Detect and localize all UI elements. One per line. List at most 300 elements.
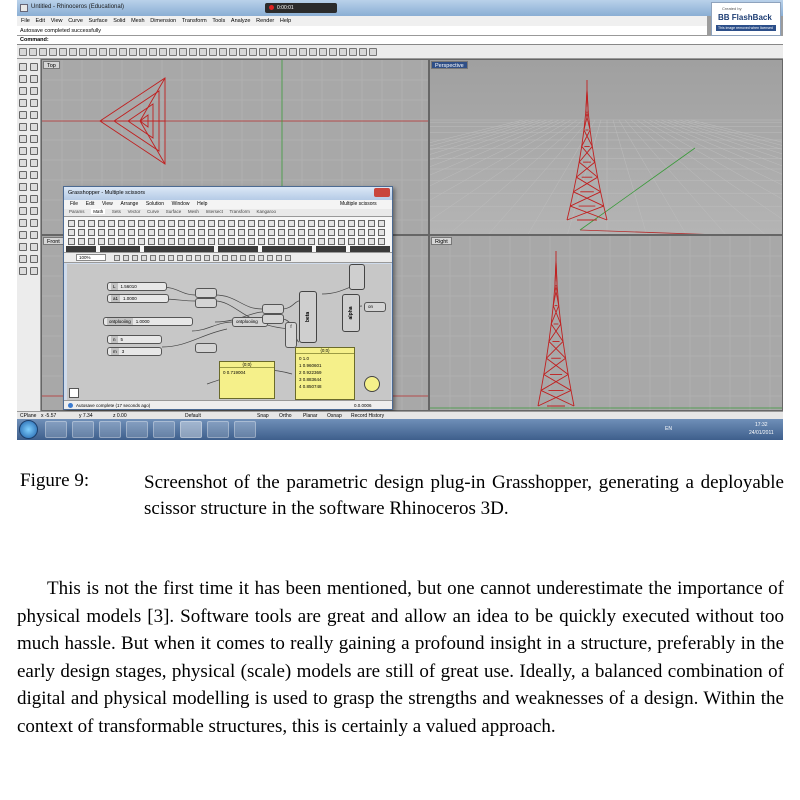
toolbar-tool-icon[interactable] [49,48,57,56]
ribbon-component-icon[interactable] [338,238,345,245]
grasshopper-tab-strip [64,209,393,217]
tab-math[interactable]: Math [93,209,104,214]
gh-menu-help[interactable]: Help [197,201,208,207]
slider-m[interactable] [107,347,162,356]
ribbon-component-icon[interactable] [368,238,375,245]
ribbon-component-icon[interactable] [258,238,265,245]
canvas-tool-icon[interactable] [186,255,192,261]
ribbon-component-icon[interactable] [68,238,75,245]
ribbon-component-icon[interactable] [298,229,305,236]
menu-render[interactable]: Render [256,18,275,24]
ribbon-component-icon[interactable] [148,220,155,227]
gh-menu-view[interactable]: View [102,201,113,207]
toolbar-tool-icon[interactable] [319,48,327,56]
toolbar-tool-icon[interactable] [369,48,377,56]
ribbon-component-icon[interactable] [178,238,185,245]
grasshopper-menu-bar [64,200,393,209]
ribbon-component-icon[interactable] [318,229,325,236]
toolbar-tool-icon[interactable] [109,48,117,56]
gh-component-top[interactable] [349,264,365,290]
side-tool-icon[interactable] [19,147,27,155]
slider-L[interactable] [107,282,167,291]
ribbon-component-icon[interactable] [78,220,85,227]
ribbon-component-icon[interactable] [278,220,285,227]
side-tool-icon[interactable] [30,63,38,71]
ribbon-component-icon[interactable] [278,238,285,245]
gh-node-f-label: f [290,324,292,329]
ribbon-component-icon[interactable] [308,229,315,236]
tray-language[interactable]: EN [665,426,672,432]
ribbon-component-icon[interactable] [278,229,285,236]
canvas-tool-icon[interactable] [114,255,120,261]
ribbon-component-icon[interactable] [148,238,155,245]
ribbon-component-icon[interactable] [238,220,245,227]
toolbar-tool-icon[interactable] [179,48,187,56]
toolbar-tool-icon[interactable] [349,48,357,56]
ribbon-component-icon[interactable] [298,238,305,245]
viewport-top-label[interactable]: Top [43,61,60,69]
canvas-tool-icon[interactable] [150,255,156,261]
ribbon-component-icon[interactable] [378,220,385,227]
tower-member [570,206,607,220]
ribbon-component-icon[interactable] [98,238,105,245]
ribbon-component-icon[interactable] [138,229,145,236]
toolbar-tool-icon[interactable] [39,48,47,56]
tab-surface[interactable]: Surface [165,209,182,214]
gh-node-2[interactable] [195,298,217,308]
ribbon-component-icon[interactable] [358,238,365,245]
canvas-tool-icon[interactable] [276,255,282,261]
ribbon-component-icon[interactable] [368,220,375,227]
toolbar-tool-icon[interactable] [19,48,27,56]
ribbon-component-icon[interactable] [208,238,215,245]
canvas-tool-icon[interactable] [123,255,129,261]
tray-date[interactable]: 24/01/2011 [749,430,774,436]
ribbon-component-icon[interactable] [108,220,115,227]
side-tool-icon[interactable] [30,75,38,83]
canvas-tool-icon[interactable] [177,255,183,261]
side-tool-icon[interactable] [19,171,27,179]
recorder-time: 0:00:01 [277,5,294,11]
ribbon-component-icon[interactable] [198,220,205,227]
viewport-perspective[interactable] [429,59,783,235]
canvas-tool-icon[interactable] [168,255,174,261]
side-tool-icon[interactable] [30,87,38,95]
ribbon-component-icon[interactable] [378,238,385,245]
ribbon-component-icon[interactable] [288,238,295,245]
canvas-tool-icon[interactable] [258,255,264,261]
canvas-tool-icon[interactable] [240,255,246,261]
ribbon-component-icon[interactable] [298,220,305,227]
ribbon-component-icon[interactable] [188,229,195,236]
gh-node-on[interactable] [364,302,386,312]
menu-mesh[interactable]: Mesh [131,18,145,24]
rhino-command-line[interactable] [17,36,783,45]
tower-member [576,177,600,192]
ribbon-component-icon[interactable] [208,220,215,227]
ribbon-component-icon[interactable] [258,220,265,227]
canvas-tool-icon[interactable] [231,255,237,261]
panel-large[interactable] [295,347,355,400]
toolbar-tool-icon[interactable] [269,48,277,56]
toolbar-tool-icon[interactable] [189,48,197,56]
ribbon-component-icon[interactable] [168,220,175,227]
ribbon-component-icon[interactable] [68,229,75,236]
gh-menu-window[interactable]: Window [171,201,190,207]
canvas-tool-icon[interactable] [267,255,273,261]
tray-time[interactable]: 17:32 [755,422,768,428]
ribbon-component-icon[interactable] [308,220,315,227]
side-tool-icon[interactable] [19,99,27,107]
tab-mesh[interactable]: Mesh [187,209,199,214]
slider-ontplooiing[interactable] [103,317,193,326]
gh-node-f[interactable] [285,322,297,348]
ribbon-component-icon[interactable] [248,238,255,245]
side-tool-icon[interactable] [30,183,38,191]
ribbon-component-icon[interactable] [318,220,325,227]
side-tool-icon[interactable] [30,267,38,275]
side-tool-icon[interactable] [19,231,27,239]
gh-menu-file[interactable]: File [70,201,79,207]
slider-n[interactable] [107,335,162,344]
ribbon-component-icon[interactable] [118,238,125,245]
ribbon-component-icon[interactable] [128,238,135,245]
toolbar-tool-icon[interactable] [209,48,217,56]
toolbar-tool-icon[interactable] [299,48,307,56]
side-tool-icon[interactable] [19,267,27,275]
toolbar-tool-icon[interactable] [139,48,147,56]
tab-params[interactable]: Params [69,209,85,214]
ribbon-component-icon[interactable] [168,229,175,236]
ribbon-component-icon[interactable] [258,229,265,236]
viewport-right[interactable] [429,235,783,411]
canvas-tool-icon[interactable] [213,255,219,261]
toggle-snap[interactable]: Snap [257,413,269,419]
toggle-osnap[interactable]: Osnap [327,413,342,419]
toolbar-tool-icon[interactable] [89,48,97,56]
toolbar-tool-icon[interactable] [309,48,317,56]
ribbon-component-icon[interactable] [358,229,365,236]
ribbon-component-icon[interactable] [158,238,165,245]
ribbon-component-icon[interactable] [98,220,105,227]
gh-menu-arrange[interactable]: Arrange [120,201,139,207]
side-tool-icon[interactable] [30,135,38,143]
taskbar-rhino-icon[interactable] [180,421,202,438]
side-tool-icon[interactable] [30,255,38,263]
toolbar-tool-icon[interactable] [279,48,287,56]
toolbar-tool-icon[interactable] [159,48,167,56]
grasshopper-window[interactable] [63,186,393,410]
menu-help[interactable]: Help [279,18,292,24]
ribbon-component-icon[interactable] [378,229,385,236]
gh-component-alpha[interactable] [342,294,360,332]
ribbon-component-icon[interactable] [228,220,235,227]
tab-sets[interactable]: Sets [111,209,121,214]
gh-component-beta[interactable] [299,291,317,343]
toolbar-tool-icon[interactable] [59,48,67,56]
menu-analyze[interactable]: Analyze [230,18,251,24]
side-tool-icon[interactable] [19,111,27,119]
gh-menu-solution[interactable]: Solution [145,201,164,207]
ribbon-component-icon[interactable] [288,229,295,236]
toolbar-tool-icon[interactable] [119,48,127,56]
ribbon-component-icon[interactable] [78,229,85,236]
ribbon-component-icon[interactable] [138,220,145,227]
ribbon-component-icon[interactable] [128,229,135,236]
canvas-tool-icon[interactable] [132,255,138,261]
status-layer[interactable]: Default [185,413,201,419]
tab-vector[interactable]: Vector [127,209,141,214]
ribbon-component-icon[interactable] [238,238,245,245]
toggle-ortho[interactable]: Ortho [279,413,292,419]
tower-member [541,375,544,391]
ribbon-component-icon[interactable] [228,238,235,245]
ribbon-component-icon[interactable] [348,229,355,236]
side-tool-icon[interactable] [30,99,38,107]
ribbon-component-icon[interactable] [88,229,95,236]
ribbon-component-icon[interactable] [228,229,235,236]
ribbon-component-icon[interactable] [328,220,335,227]
side-tool-icon[interactable] [19,183,27,191]
ribbon-component-icon[interactable] [198,229,205,236]
ribbon-component-icon[interactable] [158,229,165,236]
ribbon-component-icon[interactable] [118,220,125,227]
grasshopper-canvas[interactable] [67,264,391,400]
ribbon-component-icon[interactable] [138,238,145,245]
menu-view[interactable]: View [50,18,63,24]
toolbar-tool-icon[interactable] [79,48,87,56]
menu-tools[interactable]: Tools [212,18,226,24]
ribbon-component-icon[interactable] [188,238,195,245]
canvas-tool-icon[interactable] [249,255,255,261]
side-tool-icon[interactable] [19,159,27,167]
rhino-menu-bar [17,16,707,26]
ribbon-component-icon[interactable] [78,238,85,245]
toolbar-tool-icon[interactable] [69,48,77,56]
taskbar-dropbox-icon[interactable] [99,421,121,438]
viewport-front-label[interactable]: Front [43,237,64,245]
gh-node-3[interactable] [195,343,217,353]
side-tool-icon[interactable] [19,207,27,215]
toolbar-tool-icon[interactable] [149,48,157,56]
side-tool-icon[interactable] [19,219,27,227]
gh-node-on-label: on [368,304,374,309]
gh-menu-edit[interactable]: Edit [85,201,95,207]
zoom-field[interactable]: 100% [76,254,106,261]
ribbon-component-icon[interactable] [88,220,95,227]
canvas-tool-icon[interactable] [222,255,228,261]
ribbon-component-icon[interactable] [238,229,245,236]
grasshopper-title-bar[interactable] [64,187,393,200]
ribbon-component-icon[interactable] [268,238,275,245]
ribbon-component-icon[interactable] [268,229,275,236]
ribbon-group-bar [218,246,258,252]
toolbar-tool-icon[interactable] [259,48,267,56]
side-tool-icon[interactable] [19,123,27,131]
side-tool-icon[interactable] [30,207,38,215]
ribbon-component-icon[interactable] [98,229,105,236]
ribbon-component-icon[interactable] [338,229,345,236]
tower-member [546,358,568,374]
toolbar-tool-icon[interactable] [199,48,207,56]
viewport-perspective-label[interactable]: Perspective [431,61,468,69]
toolbar-tool-icon[interactable] [29,48,37,56]
ribbon-component-icon[interactable] [218,238,225,245]
slider-a1[interactable] [107,294,169,303]
ribbon-component-icon[interactable] [178,220,185,227]
side-tool-icon[interactable] [30,195,38,203]
toolbar-tool-icon[interactable] [329,48,337,56]
close-icon[interactable] [374,188,390,197]
toolbar-tool-icon[interactable] [219,48,227,56]
toolbar-tool-icon[interactable] [249,48,257,56]
ribbon-component-icon[interactable] [118,229,125,236]
ribbon-component-icon[interactable] [268,220,275,227]
toolbar-tool-icon[interactable] [339,48,347,56]
start-button[interactable] [19,420,38,439]
tower-model-right [538,251,574,406]
toolbar-tool-icon[interactable] [99,48,107,56]
grid-line [430,120,559,235]
system-tray [657,419,783,440]
side-tool-icon[interactable] [19,87,27,95]
side-tool-icon[interactable] [30,111,38,119]
ribbon-group-bar [350,246,390,252]
ribbon-component-icon[interactable] [168,238,175,245]
taskbar-folder-icon[interactable] [126,421,148,438]
ribbon-component-icon[interactable] [248,229,255,236]
gh-node-4[interactable] [262,304,284,314]
toolbar-tool-icon[interactable] [289,48,297,56]
gh-status-value: 0.0.0006 [354,403,372,408]
grid-line [430,120,571,235]
side-tool-icon[interactable] [19,75,27,83]
canvas-tool-icon[interactable] [285,255,291,261]
panel-small[interactable] [219,361,275,399]
toolbar-tool-icon[interactable] [229,48,237,56]
side-tool-icon[interactable] [30,171,38,179]
ribbon-component-icon[interactable] [338,220,345,227]
slider-m-value: 3 [121,349,125,354]
tower-member [538,390,571,406]
ribbon-component-icon[interactable] [108,229,115,236]
menu-surface[interactable]: Surface [88,18,108,24]
ribbon-component-icon[interactable] [128,220,135,227]
taskbar-flashback-icon[interactable] [234,421,256,438]
canvas-tool-icon[interactable] [195,255,201,261]
ribbon-component-icon[interactable] [308,238,315,245]
gh-navigator-widget[interactable] [69,388,79,398]
toolbar-tool-icon[interactable] [239,48,247,56]
ribbon-component-icon[interactable] [348,238,355,245]
side-tool-icon[interactable] [30,159,38,167]
ribbon-component-icon[interactable] [218,220,225,227]
toggle-planar[interactable]: Planar [303,413,318,419]
slider-m-name: m [113,349,117,354]
grid-line [430,120,529,235]
side-tool-icon[interactable] [30,123,38,131]
taskbar-outlook-icon[interactable] [45,421,67,438]
taskbar-firefox-icon[interactable] [72,421,94,438]
side-tool-icon[interactable] [19,63,27,71]
ribbon-group-bar [144,246,214,252]
gh-dial-widget[interactable] [364,376,380,392]
ribbon-component-icon[interactable] [88,238,95,245]
ribbon-component-icon[interactable] [108,238,115,245]
toolbar-tool-icon[interactable] [169,48,177,56]
rhino-toolbar [17,45,783,59]
canvas-tool-icon[interactable] [141,255,147,261]
command-label: Command: [20,37,49,43]
ribbon-component-icon[interactable] [158,220,165,227]
side-tool-icon[interactable] [19,255,27,263]
ribbon-component-icon[interactable] [148,229,155,236]
ribbon-component-icon[interactable] [248,220,255,227]
ribbon-component-icon[interactable] [218,229,225,236]
side-tool-icon[interactable] [30,243,38,251]
panel-large-row-1: 1 0.960601 [299,363,322,368]
flashback-brand: BB FlashBack [718,13,772,22]
status-cplane: CPlane [20,413,37,419]
side-tool-icon[interactable] [19,135,27,143]
toggle-record-history[interactable]: Record History [351,413,385,419]
tab-kangaroo[interactable]: Kangaroo [256,209,277,214]
menu-curve[interactable]: Curve [68,18,83,24]
ribbon-component-icon[interactable] [328,229,335,236]
tab-transform[interactable]: Transform [229,209,250,214]
ribbon-component-icon[interactable] [198,238,205,245]
ribbon-component-icon[interactable] [288,220,295,227]
slider-L-name: L [113,284,116,289]
gh-node-1[interactable] [195,288,217,298]
taskbar-powerpoint-icon[interactable] [153,421,175,438]
side-tool-icon[interactable] [30,219,38,227]
menu-transform[interactable]: Transform [181,18,207,24]
rhino-app-icon [20,4,28,12]
side-tool-icon[interactable] [30,147,38,155]
menu-file[interactable]: File [21,18,30,24]
toolbar-tool-icon[interactable] [359,48,367,56]
toolbar-tool-icon[interactable] [129,48,137,56]
ribbon-component-icon[interactable] [368,229,375,236]
ribbon-component-icon[interactable] [188,220,195,227]
ribbon-component-icon[interactable] [68,220,75,227]
slider-ontplooiing-name: ontplooiing [109,319,131,324]
gh-node-5[interactable] [262,314,284,324]
taskbar-app-icon[interactable] [207,421,229,438]
ribbon-component-icon[interactable] [318,238,325,245]
menu-solid[interactable]: Solid [113,18,126,24]
side-tool-icon[interactable] [19,195,27,203]
viewport-right-label[interactable]: Right [431,237,452,245]
ribbon-component-icon[interactable] [178,229,185,236]
side-tool-icon[interactable] [30,231,38,239]
menu-edit[interactable]: Edit [35,18,46,24]
status-x: x -5.57 [41,413,57,419]
canvas-tool-icon[interactable] [159,255,165,261]
grasshopper-ribbon [64,217,393,253]
ribbon-component-icon[interactable] [348,220,355,227]
tab-curve[interactable]: Curve [147,209,160,214]
side-tool-icon[interactable] [19,243,27,251]
canvas-tool-icon[interactable] [204,255,210,261]
menu-dimension[interactable]: Dimension [150,18,177,24]
ribbon-component-icon[interactable] [358,220,365,227]
ribbon-component-icon[interactable] [208,229,215,236]
tower-member [601,192,604,206]
tab-intersect[interactable]: Intersect [205,209,223,214]
ribbon-component-icon[interactable] [328,238,335,245]
